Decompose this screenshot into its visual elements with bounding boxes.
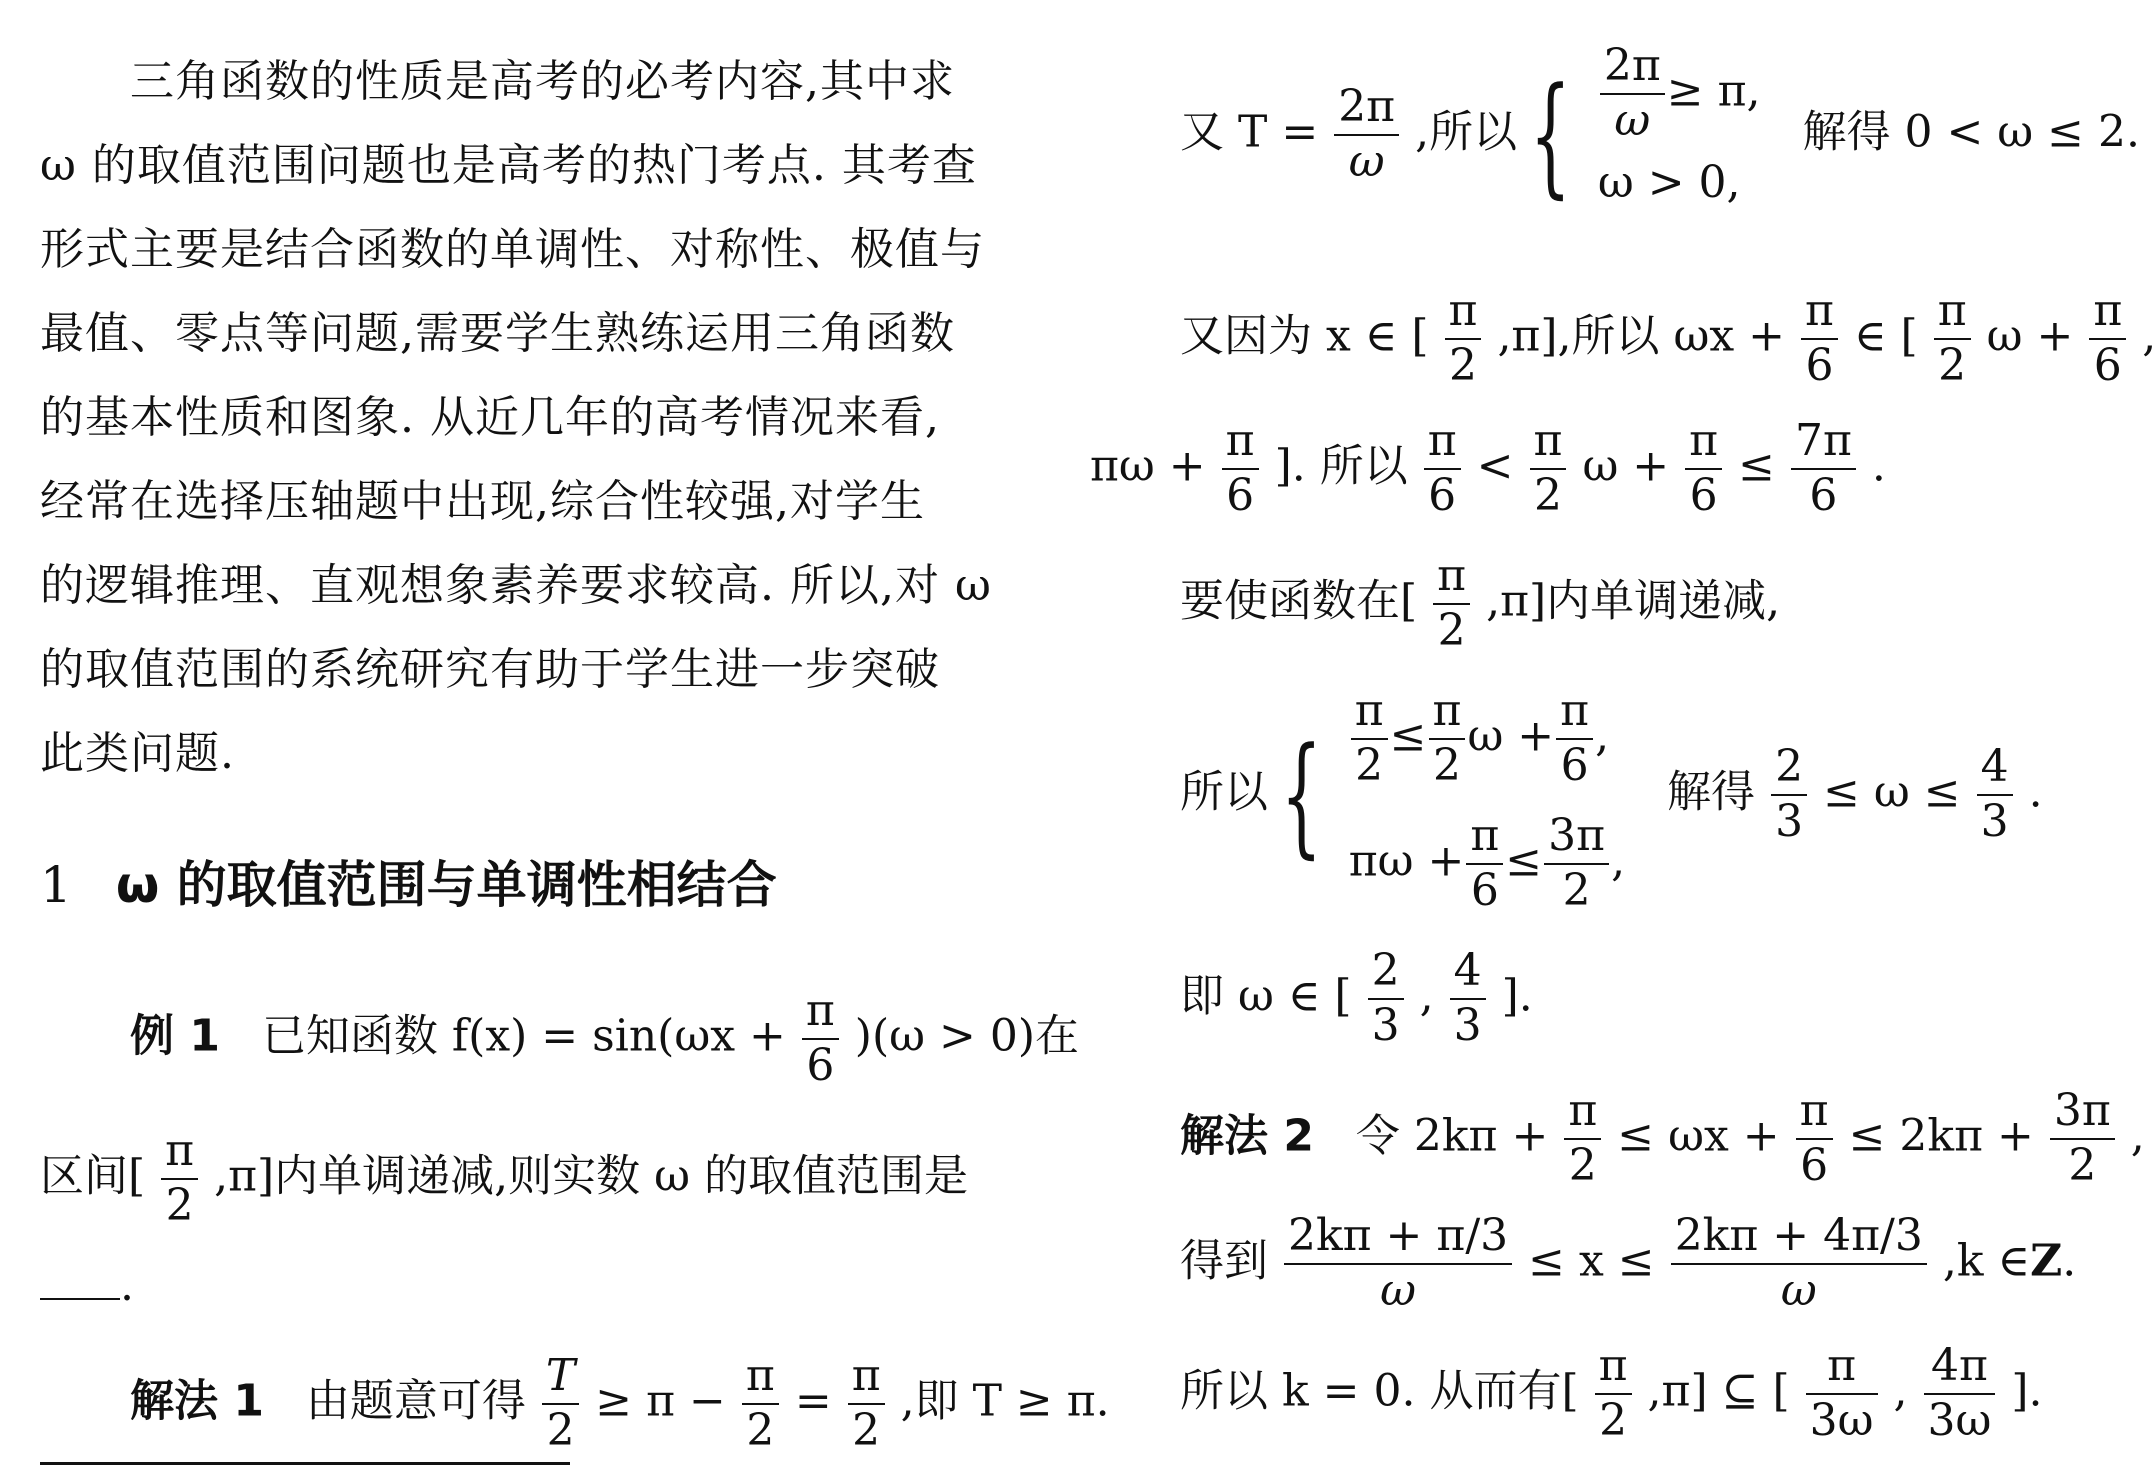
section-heading [40, 845, 777, 917]
fraction: $\frac{\pi}{6}$ [1424, 415, 1461, 523]
fraction: $\frac{2}{3}$ [1771, 741, 1807, 849]
fraction: $\frac{\pi}{2}$ [1934, 285, 1971, 393]
fraction: $\frac{3\pi}{2}$ [2050, 1085, 2115, 1193]
intro-line-1: 三角函数的性质是高考的必考内容,其中求 [130, 56, 955, 107]
answer-blank [40, 1262, 120, 1300]
solution1-label: 解法 1 [130, 1375, 264, 1427]
right-line-7: 解法 2 令 2kπ + $\frac{\pi}{2}$ ≤ ωx + $\frac{\pi}{6}$ ≤ 2kπ + $\frac{3\pi}{2}$ , [1180, 1085, 2145, 1191]
right-line-9: 所以 k = 0. 从而有[ $\frac{\pi}{2}$ ,π] ⊆ [ $\frac{\pi}{3\omega}$ , $\frac{4\pi}{3\omega}$ ]. [1180, 1340, 2043, 1446]
intro-line-9: 此类问题. [40, 728, 235, 779]
fraction: $\frac{4\pi}{3\omega}$ [1924, 1340, 1996, 1448]
fraction: $\frac{\pi}{6}$ [802, 985, 839, 1093]
right-line-5: 所以{ $\frac{\pi}{2}$ ≤ $\frac{\pi}{2}$ ω + $\frac{\pi}{6}$ , πω + $\frac{\pi}{6}$ ≤ $\frac{3\pi}{2}$ , 解得 $\frac{2}{3}$ ≤ ω ≤ $\frac{4}{3}$ . [1180, 685, 2043, 916]
fraction: $\frac{\pi}{2}$ [1530, 415, 1567, 523]
right-line-4: 要使函数在[ $\frac{\pi}{2}$ ,π]内单调递减, [1180, 550, 1781, 656]
example-text-b: )(ω > 0)在 [854, 1010, 1080, 1062]
left-brace: { [1529, 59, 1572, 211]
section-title: ω 的取值范围与单调性相结合 [115, 856, 777, 914]
fraction: $\frac{\pi}{6}$ [1222, 415, 1259, 523]
fraction: $\frac{\pi}{2}$ [1445, 285, 1482, 393]
example-label: 例 1 [130, 1010, 220, 1062]
fraction: $\frac{2}{3}$ [1368, 945, 1404, 1053]
example-line-1 [130, 985, 1079, 1093]
solution1-line: 解法 1 由题意可得 $\frac{T}{2}$ ≥ π − $\frac{\pi}{2}$ = $\frac{\pi}{2}$ ,即 T ≥ π. [130, 1350, 1110, 1456]
right-line-6: 即 ω ∈ [ $\frac{2}{3}$ , $\frac{4}{3}$ ]. [1180, 945, 1533, 1051]
intro-line-2: ω 的取值范围问题也是高考的热门考点. 其考查 [40, 140, 977, 191]
right-line-3: πω + $\frac{\pi}{6}$ ]. 所以 $\frac{\pi}{6}$ < $\frac{\pi}{2}$ ω + $\frac{\pi}{6}$ ≤ $\frac{7\pi}{6}$ . [1090, 415, 1886, 521]
intro-line-3: 形式主要是结合函数的单调性、对称性、极值与 [40, 224, 985, 275]
fraction: $\frac{\pi}{2}$ [848, 1350, 885, 1458]
solution2-label: 解法 2 [1180, 1110, 1314, 1162]
fraction: $\frac{2\pi}{\omega}$ [1334, 81, 1399, 189]
fraction: $\frac{\pi}{2}$ [1564, 1085, 1601, 1193]
intro-line-5: 的基本性质和图象. 从近几年的高考情况来看, [40, 392, 940, 443]
intro-line-8: 的取值范围的系统研究有助于学生进一步突破 [40, 644, 940, 695]
fraction: $\frac{\pi}{6}$ [1685, 415, 1722, 523]
intro-line-4: 最值、零点等问题,需要学生熟练运用三角函数 [40, 308, 955, 359]
equation-system: $\frac{\pi}{2}$ ≤ $\frac{\pi}{2}$ ω + $\frac{\pi}{6}$ , πω + $\frac{\pi}{6}$ ≤ $\frac{3\pi}{2}$ , [1348, 685, 1626, 916]
section-number: 1 [40, 856, 72, 914]
left-brace: { [1280, 719, 1323, 871]
example-text-a: 已知函数 f(x) = sin(ωx + [261, 1010, 786, 1062]
fraction: $\frac{\pi}{2}$ [161, 1125, 198, 1233]
fraction: $\frac{2k\pi + 4\pi/3}{\omega}$ [1671, 1210, 1927, 1318]
fraction: $\frac{\pi}{2}$ [1433, 550, 1470, 658]
example-answer-blank: . [40, 1260, 134, 1311]
right-line-2: 又因为 x ∈ [ $\frac{\pi}{2}$ ,π],所以 ωx + $\frac{\pi}{6}$ ∈ [ $\frac{\pi}{2}$ ω + $\frac{\pi}{6}$ , [1180, 285, 2156, 391]
intro-line-6: 经常在选择压轴题中出现,综合性较强,对学生 [40, 476, 925, 527]
fraction: $\frac{\pi}{2}$ [742, 1350, 779, 1458]
fraction: $\frac{2k\pi + \pi/3}{\omega}$ [1284, 1210, 1512, 1318]
intro-line-7: 的逻辑推理、直观想象素养要求较高. 所以,对 ω [40, 560, 992, 611]
example-line-2: 区间[ $\frac{\pi}{2}$ ,π]内单调递减,则实数 ω 的取值范围是 [40, 1125, 969, 1231]
right-line-8: 得到 $\frac{2k\pi + \pi/3}{\omega}$ ≤ x ≤ $\frac{2k\pi + 4\pi/3}{\omega}$ ,k ∈Z. [1180, 1210, 2077, 1316]
fraction: $\frac{\pi}{6}$ [2089, 285, 2126, 393]
fraction: $\frac{\pi}{3\omega}$ [1806, 1340, 1878, 1448]
fraction: $\frac{4}{3}$ [1977, 741, 2013, 849]
right-line-1: 又 T = $\frac{2\pi}{\omega}$ ,所以{ $\frac{2\pi}{\omega}$ ≥ π, ω > 0, 解得 0 < ω ≤ 2. [1180, 40, 2140, 230]
fraction: $\frac{7\pi}{6}$ [1791, 415, 1856, 523]
fraction: $\frac{\pi}{2}$ [1595, 1340, 1632, 1448]
fraction: $\frac{\pi}{6}$ [1796, 1085, 1833, 1193]
fraction: $\frac{4}{3}$ [1450, 945, 1486, 1053]
fraction: $\frac{T}{2}$ [542, 1350, 579, 1458]
fraction: $\frac{\pi}{6}$ [1801, 285, 1838, 393]
equation-system: $\frac{2\pi}{\omega}$ ≥ π, ω > 0, [1597, 40, 1761, 208]
footnote-rule [40, 1462, 570, 1465]
